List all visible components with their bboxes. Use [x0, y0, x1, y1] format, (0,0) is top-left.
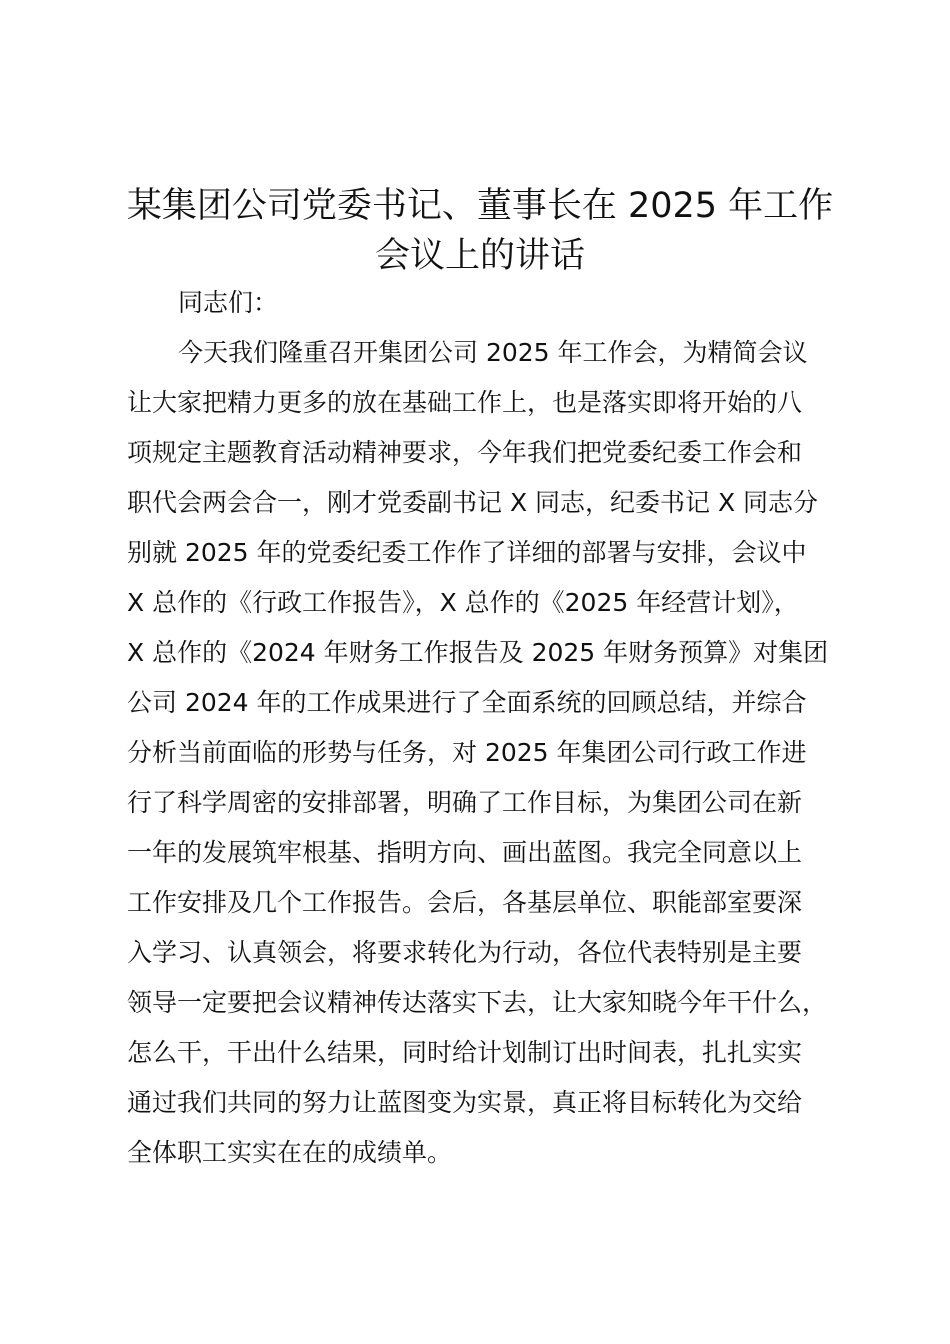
paragraph-line: 项规定主题教育活动精神要求，今年我们把党委纪委工作会和	[127, 438, 803, 467]
paragraph-line: 别就 2025 年的党委纪委工作作了详细的部署与安排，会议中	[127, 538, 807, 567]
paragraph-line: 职代会两会合一，刚才党委副书记 X 同志，纪委书记 X 同志分	[127, 488, 819, 517]
paragraph-line: 一年的发展筑牢根基、指明方向、画出蓝图。我完全同意以上	[127, 838, 803, 867]
paragraph-line: 领导一定要把会议精神传达落实下去，让大家知晓今年干什么，	[127, 988, 828, 1017]
paragraph-line: 分析当前面临的形势与任务，对 2025 年集团公司行政工作进	[127, 738, 807, 767]
paragraph-line: 入学习、认真领会，将要求转化为行动，各位代表特别是主要	[127, 938, 803, 967]
paragraph-line: 今天我们隆重召开集团公司 2025 年工作会，为精简会议	[178, 338, 808, 367]
salutation: 同志们：	[178, 288, 279, 317]
paragraph-line: 怎么干，干出什么结果，同时给计划制订出时间表，扎扎实实	[127, 1038, 803, 1067]
paragraph-line: X 总作的《行政工作报告》，X 总作的《2025 年经营计划》，	[127, 588, 799, 617]
document-title-line-1: 某集团公司党委书记、董事长在 2025 年工作	[126, 186, 834, 226]
paragraph-line: 行了科学周密的安排部署，明确了工作目标，为集团公司在新	[127, 788, 803, 817]
paragraph-line: 通过我们共同的努力让蓝图变为实景，真正将目标转化为交给	[127, 1088, 803, 1117]
document-title-line-2: 会议上的讲话	[374, 236, 585, 276]
paragraph-line: 全体职工实实在在的成绩单。	[127, 1138, 453, 1167]
paragraph-line: X 总作的《2024 年财务工作报告及 2025 年财务预算》对集团	[127, 638, 829, 667]
paragraph-line: 工作安排及几个工作报告。会后，各基层单位、职能部室要深	[127, 888, 803, 917]
paragraph-line: 让大家把精力更多的放在基础工作上，也是落实即将开始的八	[127, 388, 803, 417]
paragraph-line: 公司 2024 年的工作成果进行了全面系统的回顾总结，并综合	[127, 688, 807, 717]
